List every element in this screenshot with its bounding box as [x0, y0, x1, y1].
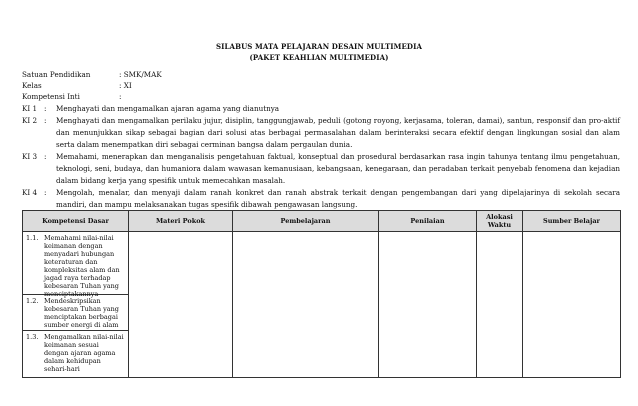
ki-separator: :	[44, 104, 47, 113]
header-sumber-belajar: Sumber Belajar	[523, 211, 621, 232]
kd-text: Mengamalkan nilai-nilai keimanan sesuai dengan ajaran agama dalam kehidupan sehari-hari	[44, 333, 124, 373]
meta-value: : XI	[119, 81, 132, 90]
header-penilaian: Penilaian	[379, 211, 477, 232]
ki-item-3	[22, 151, 620, 187]
ki-item-1	[22, 103, 620, 115]
alokasi-waktu-cell	[477, 232, 523, 378]
penilaian-cell	[379, 232, 477, 378]
document-subtitle: (PAKET KEAHLIAN MULTIMEDIA)	[249, 53, 389, 62]
ki-number: KI 3	[22, 152, 38, 161]
kd-number: 1.1.	[26, 234, 39, 242]
kd-item	[23, 232, 128, 298]
meta-row-kompetensi-inti	[22, 92, 121, 102]
meta-row-kelas	[22, 81, 132, 91]
kompetensi-dasar-cell	[23, 232, 129, 378]
ki-number: KI 1	[22, 104, 38, 113]
kd-item	[23, 331, 128, 377]
header-kompetensi-dasar: Kompetensi Dasar	[23, 211, 129, 232]
ki-separator: :	[44, 152, 47, 161]
document-title-block	[0, 41, 638, 63]
kd-text: Mendeskripsikan kebesaran Tuhan yang menciptakan berbagai sumber energi di alam	[44, 297, 119, 329]
meta-label: Kelas	[22, 81, 42, 90]
ki-text: Menghayati dan mengamalkan ajaran agama yang dianutnya	[56, 104, 280, 113]
ki-number: KI 2	[22, 116, 38, 125]
header-pembelajaran: Pembelajaran	[233, 211, 379, 232]
ki-text: Mengolah, menalar, dan menyaji dalam ranah konkret dan ranah abstrak terkait dengan pengembangan dari yang dipelajarinya di sekolah secara mandiri, dan mampu melaksanakan tugas spesifik dibawah pengawasan langsung.	[56, 188, 620, 209]
materi-pokok-cell	[129, 232, 233, 378]
ki-separator: :	[44, 188, 47, 197]
kd-number: 1.3.	[26, 333, 39, 341]
header-materi-pokok: Materi Pokok	[129, 211, 233, 232]
kd-text: Memahami nilai-nilai keimanan dengan menyadari hubungan keteraturan dan kompleksitas alam dan jagad raya terhadap kebesaran Tuhan yang menciptakannya	[44, 234, 120, 298]
kd-number: 1.2.	[26, 297, 39, 305]
ki-list	[22, 103, 620, 211]
kd-item	[23, 295, 128, 331]
syllabus-table	[22, 210, 621, 378]
document-title: SILABUS MATA PELAJARAN DESAIN MULTIMEDIA	[215, 42, 422, 51]
meta-label: Kompetensi Inti	[22, 92, 80, 101]
header-alokasi-waktu: Alokasi Waktu	[477, 211, 523, 232]
ki-separator: :	[44, 116, 47, 125]
meta-value: : SMK/MAK	[119, 70, 162, 79]
ki-text: Menghayati dan mengamalkan perilaku jujur, disiplin, tanggungjawab, peduli (gotong royong, kerjasama, toleran, damai), santun, responsif dan pro-aktif dan menunjukkan sikap sebagai bagian dari solusi atas berbagai permasalahan dalam berinteraksi secara efektif dengan lingkungan sosial dan alam serta dalam menempatkan diri sebagai cerminan bangsa dalam pergaulan dunia.	[56, 116, 620, 149]
ki-item-2	[22, 115, 620, 151]
sumber-belajar-cell	[523, 232, 621, 378]
ki-item-4	[22, 187, 620, 211]
ki-text: Memahami, menerapkan dan menganalisis pengetahuan faktual, konseptual dan prosedural berdasarkan rasa ingin tahunya tentang ilmu pengetahuan, teknologi, seni, budaya, dan humaniora dalam wawasan kemanusiaan, kebangsaan, kenegaraan, dan peradaban terkait penyebab fenomena dan kejadian dalam bidang kerja yang spesifik untuk memecahkan masalah.	[56, 152, 620, 185]
table-header-row	[23, 211, 621, 232]
pembelajaran-cell	[233, 232, 379, 378]
ki-number: KI 4	[22, 188, 38, 197]
table-row	[23, 232, 621, 378]
meta-value: :	[119, 92, 122, 101]
meta-row-satuan	[22, 70, 162, 80]
meta-label: Satuan Pendidikan	[22, 70, 91, 79]
